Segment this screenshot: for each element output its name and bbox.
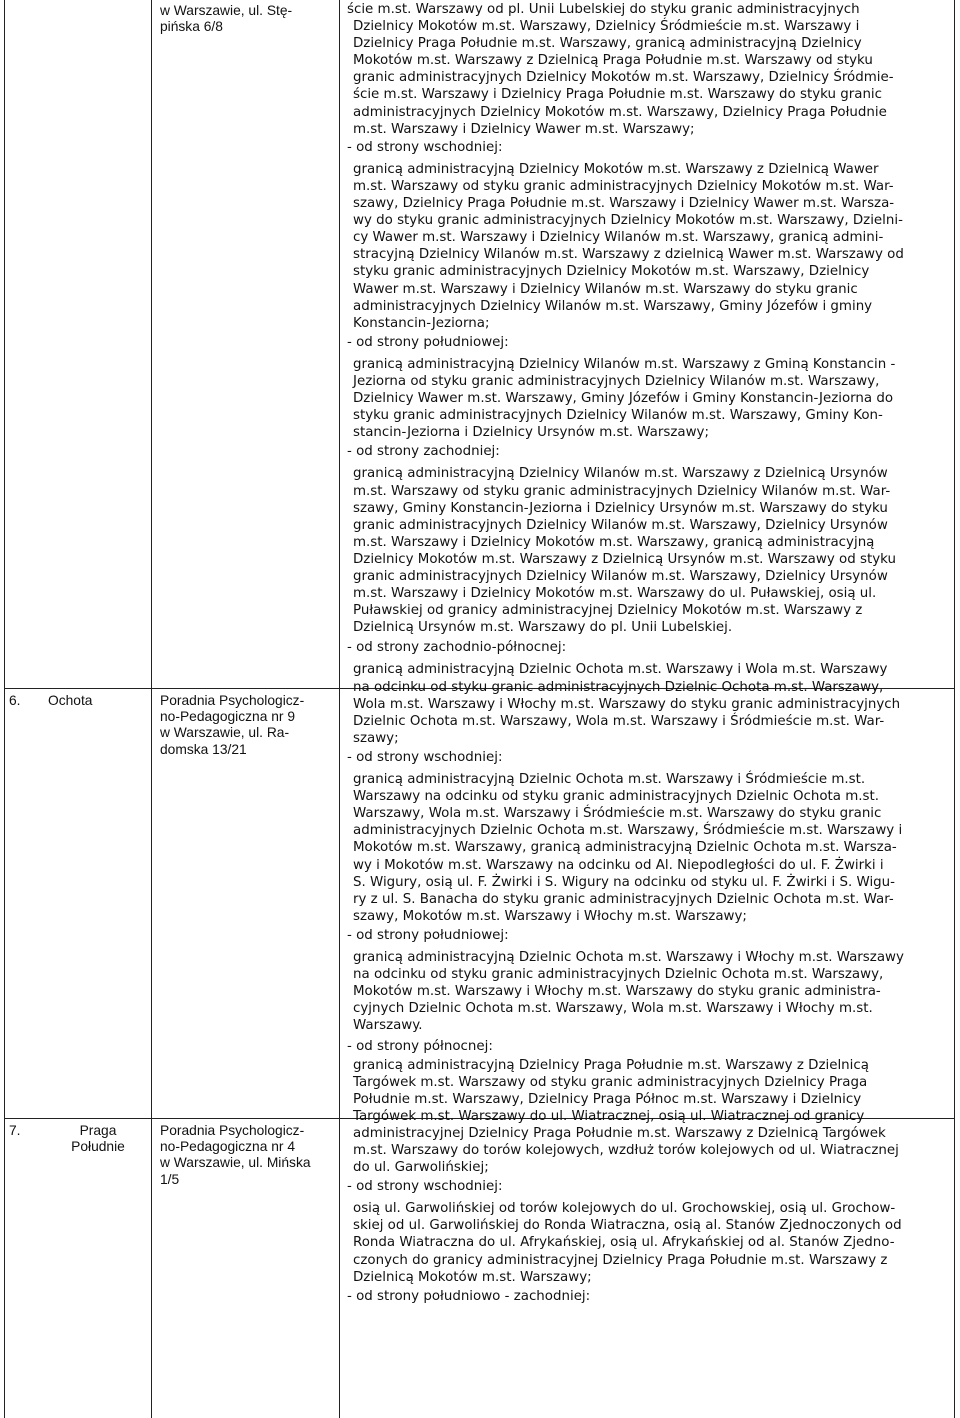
text-line: granicą administracyjną Dzielnicy Wilanów m.st. Warszawy z Gminą Konstancin - xyxy=(353,356,896,372)
text-line: Wola m.st. Warszawy i Włochy m.st. Warszawy do styku granic administracyjnych xyxy=(353,696,901,712)
text-line: szawy, Gminy Konstancin-Jeziorna i Dzielnicy Ursynów m.st. Warszawy do styku xyxy=(353,500,888,516)
text-line: Warszawy. xyxy=(353,1018,423,1034)
text-line: m.st. Warszawy do torów kolejowych, wzdłuż torów kolejowych od ul. Wiatracznej xyxy=(353,1143,899,1158)
text-line: Mokotów m.st. Warszawy, granicą administracyjną Dzielnic Ochota m.st. Warsza- xyxy=(353,840,897,856)
text-line: Jeziorna od styku granic administracyjnych Dzielnicy Wilanów m.st. Warszawy, xyxy=(353,373,880,389)
text-line: granicą administracyjną Dzielnic Ochota m.st. Warszawy i Włochy m.st. Warszawy xyxy=(353,949,904,965)
text-line: m.st. Warszawy od styku granic administracyjnych Dzielnicy Wilanów m.st. War- xyxy=(353,483,891,499)
section-heading: - od strony południowo - zachodniej: xyxy=(347,1288,591,1304)
text-line: osią ul. Garwolińskiej od torów kolejowych do ul. Grochowskiej, osią ul. Grochow- xyxy=(353,1201,896,1217)
row-6-district xyxy=(48,693,148,709)
text-line: m.st. Warszawy i Dzielnicy Mokotów m.st. Warszawy, granicą administracyjną xyxy=(353,534,875,550)
text-line: szawy, Mokotów m.st. Warszawy i Włochy m.st. Warszawy; xyxy=(353,908,747,924)
text-line: na odcinku od styku granic administracyjnych Dzielnic Ochota m.st. Warszawy, xyxy=(353,679,884,695)
text-line: m.st. Warszawy od styku granic administracyjnych Dzielnicy Mokotów m.st. War- xyxy=(353,178,894,194)
section-heading: - od strony zachodniej: xyxy=(347,444,500,460)
district-line: Praga xyxy=(79,1123,117,1138)
text-line: Dzielnicy Mokotów m.st. Warszawy, Dzielnicy Śródmieście m.st. Warszawy i xyxy=(353,19,860,35)
text-line: wy do styku granic administracyjnych Dzielnicy Mokotów m.st. Warszawy, Dzielni- xyxy=(353,213,903,229)
row-7-district xyxy=(48,1123,148,1155)
facility-line: 1/5 xyxy=(160,1171,180,1187)
text-line: szawy, Dzielnicy Praga Południe m.st. Warszawy i Dzielnicy Wawer m.st. Warsza- xyxy=(353,196,895,212)
text-line: styku granic administracyjnych Dzielnicy Mokotów m.st. Warszawy, Dzielnicy xyxy=(353,264,870,280)
facility-line: Poradnia Psychologicz- xyxy=(160,1123,305,1138)
table-border-right xyxy=(954,0,955,1418)
district-line: Ochota xyxy=(48,693,93,708)
text-line: administracyjnych Dzielnic Ochota m.st. Warszawy, Śródmieście m.st. Warszawy i xyxy=(353,823,903,839)
text-line: granicą administracyjną Dzielnicy Wilanów m.st. Warszawy z Dzielnicą Ursynów xyxy=(353,466,888,482)
table-border-left xyxy=(4,0,5,1418)
text-line: administracyjnych Dzielnicy Mokotów m.st. Warszawy, Dzielnicy Praga Południe xyxy=(353,104,887,120)
text-line: granicą administracyjną Dzielnicy Mokotów m.st. Warszawy z Dzielnicą Wawer xyxy=(353,161,879,177)
text-line: Ronda Wiatraczna do ul. Afrykańskiej, osią ul. Afrykańskiej od al. Stanów Zjedno- xyxy=(353,1235,895,1251)
text-line: wy i Mokotów m.st. Warszawy na odcinku od Al. Niepodległości do ul. F. Żwirki i xyxy=(353,857,884,873)
facility-line: domska 13/21 xyxy=(160,741,247,757)
text-line: Targówek m.st. Warszawy do ul. Wiatracznej, osią ul. Wiatracznej od granicy xyxy=(353,1108,865,1124)
section-heading: - od strony wschodniej: xyxy=(347,1179,503,1195)
text-line: ście m.st. Warszawy od pl. Unii Lubelskiej do styku granic administracyjnych xyxy=(347,2,860,17)
section-heading: - od strony zachodnio-północnej: xyxy=(347,640,567,656)
text-line: Mokotów m.st. Warszawy z Dzielnicą Praga Południe m.st. Warszawy od styku xyxy=(353,53,873,69)
text-line: Dzielnicą Ursynów m.st. Warszawy do pl. Unii Lubelskiej. xyxy=(353,620,733,636)
section-heading: - od strony wschodniej: xyxy=(347,749,503,765)
text-line: m.st. Warszawy i Dzielnicy Wawer m.st. Warszawy; xyxy=(353,121,695,137)
row-7-facility xyxy=(160,1123,336,1188)
text-line: Targówek m.st. Warszawy od styku granic administracyjnych Dzielnicy Praga xyxy=(353,1074,868,1090)
facility-line: no-Pedagogiczna nr 9 xyxy=(160,709,295,725)
text-line: czonych do granicy administracyjnej Dzielnicy Praga Południe m.st. Warszawy z xyxy=(353,1252,888,1268)
text-line: szawy; xyxy=(353,730,399,746)
text-line: Dzielnicy Mokotów m.st. Warszawy z Dzielnicą Ursynów m.st. Warszawy od styku xyxy=(353,551,896,567)
section-heading: - od strony wschodniej: xyxy=(347,139,503,155)
text-line: Puławskiej od granicy administracyjnej Dzielnicy Mokotów m.st. Warszawy z xyxy=(353,603,863,619)
table-divider-col2 xyxy=(339,0,340,1418)
text-line: ry z ul. S. Banacha do styku granic administracyjnych Dzielnic Ochota m.st. War- xyxy=(353,891,894,907)
row-6-number: 6. xyxy=(9,693,21,708)
text-line: stracyjną Dzielnicy Wilanów m.st. Warszawy z dzielnicą Wawer m.st. Warszawy od xyxy=(353,247,904,263)
text-line: Warszawy na odcinku od styku granic administracyjnych Dzielnic Ochota m.st. xyxy=(353,789,880,805)
text-line: m.st. Warszawy i Dzielnicy Mokotów m.st. Warszawy do ul. Puławskiej, osią ul. xyxy=(353,586,877,602)
prev-row-facility xyxy=(160,3,336,35)
facility-line: pińska 6/8 xyxy=(160,19,223,35)
text-line: Dzielnicą Mokotów m.st. Warszawy; xyxy=(353,1269,592,1285)
text-line: Dzielnicy Wawer m.st. Warszawy, Gminy Józefów i Gminy Konstancin-Jeziorna do xyxy=(353,391,894,407)
text-line: Dzielnic Ochota m.st. Warszawy, Wola m.st. Warszawy i Śródmieście m.st. War- xyxy=(353,713,885,729)
text-line: styku granic administracyjnych Dzielnicy Wilanów m.st. Warszawy, Gminy Kon- xyxy=(353,408,883,424)
facility-line: no-Pedagogiczna nr 4 xyxy=(160,1139,295,1155)
text-line: skiej od ul. Garwolińskiej do Ronda Wiatraczna, osią al. Stanów Zjednoczonych od xyxy=(353,1218,902,1234)
section-heading: - od strony południowej: xyxy=(347,334,509,350)
row-6-facility xyxy=(160,693,336,758)
text-line: Mokotów m.st. Warszawy i Włochy m.st. Warszawy do styku granic administra- xyxy=(353,984,881,1000)
section-heading: - od strony południowej: xyxy=(347,927,509,943)
text-line: granicą administracyjną Dzielnic Ochota m.st. Warszawy i Śródmieście m.st. xyxy=(353,772,866,788)
text-line: cy Wawer m.st. Warszawy i Dzielnicy Wilanów m.st. Warszawy, granicą admini- xyxy=(353,230,884,246)
text-line: do ul. Garwolińskiej; xyxy=(353,1160,489,1176)
facility-line: w Warszawie, ul. Ra- xyxy=(160,725,290,741)
row-7-number: 7. xyxy=(9,1123,21,1138)
boundary-description xyxy=(347,1,949,1305)
text-line: Warszawy, Wola m.st. Warszawy i Śródmieście m.st. Warszawy do styku granic xyxy=(353,806,882,822)
text-line: stancin-Jeziorna i Dzielnicy Ursynów m.st. Warszawy; xyxy=(353,425,709,441)
text-line: administracyjnej Dzielnicy Praga Południe m.st. Warszawy z Dzielnicą Targówek xyxy=(353,1125,886,1141)
district-line: Południe xyxy=(71,1139,125,1155)
text-line: granicą administracyjną Dzielnic Ochota m.st. Warszawy i Wola m.st. Warszawy xyxy=(353,662,888,678)
text-line: Południe m.st. Warszawy, Dzielnicy Praga Północ m.st. Warszawy i Dzielnicy xyxy=(353,1091,862,1107)
text-line: granic administracyjnych Dzielnicy Wilanów m.st. Warszawy, Dzielnicy Ursynów xyxy=(353,517,888,533)
text-line: ście m.st. Warszawy i Dzielnicy Praga Południe m.st. Warszawy do styku granic xyxy=(353,87,883,103)
text-line: granic administracyjnych Dzielnicy Wilanów m.st. Warszawy, Dzielnicy Ursynów xyxy=(353,569,888,584)
facility-line: Poradnia Psychologicz- xyxy=(160,693,305,708)
text-line: granicą administracyjną Dzielnicy Praga Południe m.st. Warszawy z Dzielnicą xyxy=(353,1057,869,1073)
text-line: Konstancin-Jeziorna; xyxy=(353,315,490,331)
text-line: Wawer m.st. Warszawy i Dzielnicy Wilanów m.st. Warszawy do styku granic xyxy=(353,281,858,297)
table-divider-col1 xyxy=(151,0,152,1418)
text-line: granic administracyjnych Dzielnicy Mokotów m.st. Warszawy, Dzielnicy Śródmie- xyxy=(353,70,894,86)
text-line: administracyjnych Dzielnicy Wilanów m.st. Warszawy, Gminy Józefów i gminy xyxy=(353,298,873,314)
section-heading: - od strony północnej: xyxy=(347,1039,493,1055)
text-line: na odcinku od styku granic administracyjnych Dzielnic Ochota m.st. Warszawy, xyxy=(353,967,884,983)
text-line: S. Wigury, osią ul. F. Żwirki i S. Wigury na odcinku od styku ul. F. Żwirki i S. Wigu- xyxy=(353,874,895,890)
text-line: Dzielnicy Praga Południe m.st. Warszawy, granicą administracyjną Dzielnicy xyxy=(353,36,862,52)
facility-line: w Warszawie, ul. Mińska xyxy=(160,1155,311,1171)
text-line: cyjnych Dzielnic Ochota m.st. Warszawy, Wola m.st. Warszawy i Włochy m.st. xyxy=(353,1001,873,1017)
facility-line: w Warszawie, ul. Stę- xyxy=(160,3,293,18)
